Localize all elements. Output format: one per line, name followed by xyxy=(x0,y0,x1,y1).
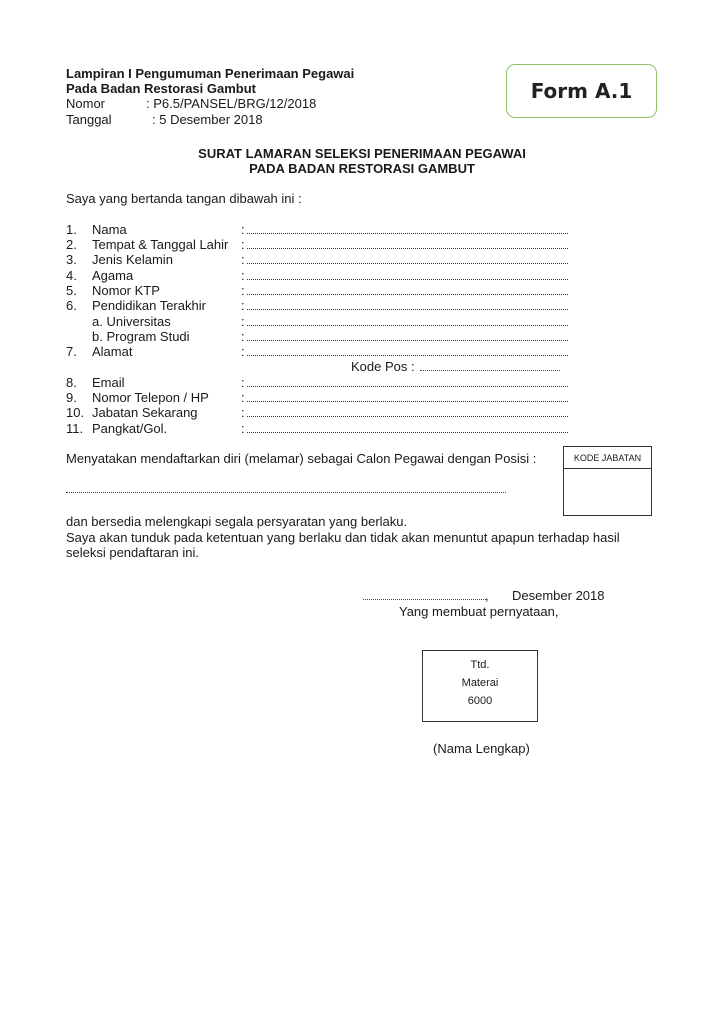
materai-line-3: 6000 xyxy=(467,695,493,707)
kode-jabatan-box[interactable] xyxy=(563,446,652,516)
field-input[interactable]: : xyxy=(241,314,568,329)
intro-text: Saya yang bertanda tangan dibawah ini : xyxy=(66,191,302,206)
field-input[interactable]: : xyxy=(241,375,568,390)
appendix-line-1: Lampiran I Pengumuman Penerimaan Pegawai xyxy=(66,66,355,81)
field-label: Agama xyxy=(92,268,134,283)
field-label: b. Program Studi xyxy=(92,329,190,344)
form-badge: Form A.1 xyxy=(506,64,657,118)
signature-date: Desember 2018 xyxy=(512,588,605,603)
signature-maker: Yang membuat pernyataan, xyxy=(399,604,559,619)
field-label: Nomor Telepon / HP xyxy=(92,390,209,405)
field-label: Alamat xyxy=(92,344,133,359)
materai-line-1: Ttd. xyxy=(470,659,490,671)
field-input[interactable]: : xyxy=(241,268,568,283)
date-comma: , xyxy=(485,588,489,603)
field-number: 3. xyxy=(66,252,77,267)
field-input[interactable]: : xyxy=(241,421,568,436)
field-input[interactable]: : xyxy=(241,344,568,359)
field-label: Tempat & Tanggal Lahir xyxy=(92,237,229,252)
nomor-label: Nomor xyxy=(66,96,106,111)
field-number: 9. xyxy=(66,390,77,405)
field-input[interactable]: : xyxy=(241,252,568,267)
place-field[interactable] xyxy=(363,599,486,600)
paragraph-1: dan bersedia melengkapi segala persyaratan yang berlaku. xyxy=(66,514,408,529)
field-number: 10. xyxy=(66,405,85,420)
field-number: 4. xyxy=(66,268,77,283)
field-number: 11. xyxy=(66,421,84,436)
appendix-line-2: Pada Badan Restorasi Gambut xyxy=(66,81,256,96)
field-label: Email xyxy=(92,375,125,390)
tanggal-value: : 5 Desember 2018 xyxy=(152,112,263,127)
field-label: Pendidikan Terakhir xyxy=(92,298,206,313)
tanggal-label: Tanggal xyxy=(66,112,112,127)
materai-box xyxy=(422,650,538,722)
position-field[interactable] xyxy=(66,492,506,493)
field-number: 5. xyxy=(66,283,77,298)
full-name-label: (Nama Lengkap) xyxy=(433,741,530,756)
field-number: 8. xyxy=(66,375,77,390)
field-label: Nama xyxy=(92,222,127,237)
paragraph-2: Saya akan tunduk pada ketentuan yang berlaku dan tidak akan menuntut apapun terhadap hasil xyxy=(66,530,620,545)
document-title-2: PADA BADAN RESTORASI GAMBUT xyxy=(249,161,475,176)
field-input[interactable]: : xyxy=(241,390,568,405)
nomor-value: : P6.5/PANSEL/BRG/12/2018 xyxy=(146,96,317,111)
field-input[interactable]: : xyxy=(241,283,568,298)
field-number: 2. xyxy=(66,237,77,252)
kode-jabatan-label: KODE JABATAN xyxy=(564,447,651,469)
field-input[interactable]: : xyxy=(241,298,568,313)
field-number: 6. xyxy=(66,298,77,313)
field-label: Jabatan Sekarang xyxy=(92,405,198,420)
paragraph-3: seleksi pendaftaran ini. xyxy=(66,545,199,560)
field-number: 1. xyxy=(66,222,77,237)
field-label: Jenis Kelamin xyxy=(92,252,173,267)
field-input[interactable]: : xyxy=(241,237,568,252)
field-label: Pangkat/Gol. xyxy=(92,421,168,436)
field-number: 7. xyxy=(66,344,77,359)
field-input[interactable]: : xyxy=(241,329,568,344)
statement-text: Menyatakan mendaftarkan diri (melamar) sebagai Calon Pegawai dengan Posisi : xyxy=(66,451,537,466)
document-title-1: SURAT LAMARAN SELEKSI PENERIMAAN PEGAWAI xyxy=(198,146,526,161)
field-input[interactable]: : xyxy=(241,405,568,420)
kode-pos-label: Kode Pos : xyxy=(351,359,415,374)
materai-line-2: Materai xyxy=(461,677,499,689)
kode-pos-field[interactable] xyxy=(420,370,560,371)
field-input[interactable]: : xyxy=(241,222,568,237)
field-label: Nomor KTP xyxy=(92,283,160,298)
field-label: a. Universitas xyxy=(92,314,171,329)
